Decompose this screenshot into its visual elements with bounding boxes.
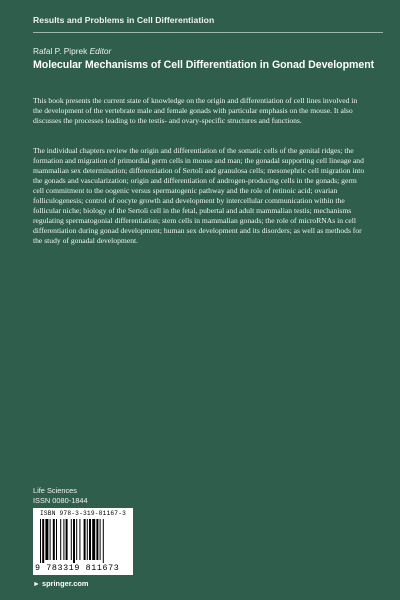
editor-role: Editor <box>89 46 112 56</box>
footer-info <box>33 486 88 506</box>
springer-url: springer.com <box>42 579 89 588</box>
editor-name: Rafal P. Piprek <box>33 46 88 56</box>
header-divider <box>33 32 383 33</box>
book-title: Molecular Mechanisms of Cell Differentiation in Gonad Development <box>33 59 375 71</box>
description-paragraph-2: The individual chapters review the origin and differentiation of the somatic cells of the genital ridges; the formation and migration of primordial germ cells in mouse and man; the gonadal supporting cell lineage and mammalian sex determination; differentiation of Sertoli and granulosa cells; mesonephric cell migration into the gonads and vascularization; origin and differentiation of androgen-producing cells in the gonads; germ cell commitment to the oogenic versus spermatogenic pathway and the role of retinoic acid; ovarian folliculogenesis; control of oocyte growth and development by intercellular communication within the follicular niche; biology of the Sertoli cell in the fetal, pubertal and adult mammalian testis; mechanisms regulating spermatogonial differentiation; stem cells in mammalian gonads; the role of microRNAs in cell differentiation during gonad development; human sex development and its disorders; as well as methods for the study of gonadal development. <box>33 146 365 245</box>
issn-label: ISSN 0080-1844 <box>33 496 88 505</box>
editor-line <box>33 46 111 56</box>
series-title: Results and Problems in Cell Differentiation <box>33 15 215 25</box>
barcode-number: 9 783319 811673 <box>35 563 120 573</box>
subject-label: Life Sciences <box>33 486 77 495</box>
springer-link[interactable] <box>33 579 88 588</box>
arrow-right-icon: ► <box>33 581 40 588</box>
barcode <box>33 508 133 575</box>
description-paragraph-1: This book presents the current state of knowledge on the origin and differentiation of cell lines involved in the development of the vertebrate male and female gonads with particular emphasis on the mouse. It also discusses the processes leading to the testis- and ovary-specific structures and functions. <box>33 96 358 125</box>
isbn-text: ISBN 978-3-319-81167-3 <box>39 510 127 517</box>
barcode-bars <box>40 519 126 563</box>
